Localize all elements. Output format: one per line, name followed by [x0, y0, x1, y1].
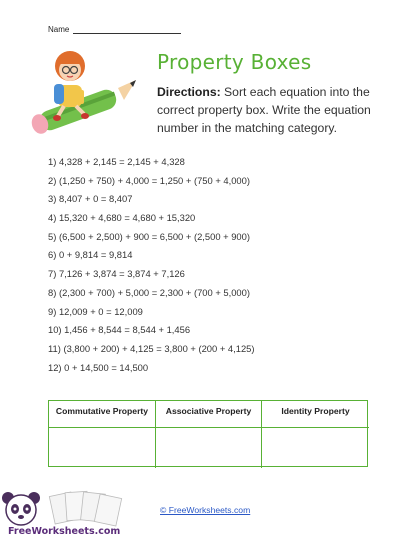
problem-item: 9) 12,009 + 0 = 12,009 [48, 305, 143, 317]
footer-link[interactable]: © FreeWorksheets.com [160, 505, 251, 515]
property-table [48, 400, 368, 467]
directions [157, 83, 372, 137]
problem-item: 2) (1,250 + 750) + 4,000 = 1,250 + (750 + 4,000) [48, 174, 250, 186]
problem-item: 5) (6,500 + 2,500) + 900 = 6,500 + (2,500 + 900) [48, 230, 250, 242]
problem-item: 3) 8,407 + 0 = 8,407 [48, 193, 133, 205]
name-label: Name [48, 25, 70, 34]
problem-item: 8) (2,300 + 700) + 5,000 = 2,300 + (700 + 5,000) [48, 286, 250, 298]
problem-item: 1) 4,328 + 2,145 = 2,145 + 4,328 [48, 156, 185, 167]
problem-item: 6) 0 + 9,814 = 9,814 [48, 249, 133, 261]
problem-item: 10) 1,456 + 8,544 = 8,544 + 1,456 [48, 324, 191, 336]
header-identity: Identity Property [262, 401, 369, 428]
problem-item: 11) (3,800 + 200) + 4,125 = 3,800 + (200 + 4,125) [48, 342, 255, 354]
logo-text: FreeWorksheets.com [8, 526, 121, 537]
header-commutative: Commutative Property [49, 401, 156, 428]
problem-item: 4) 15,320 + 4,680 = 4,680 + 15,320 [48, 212, 196, 224]
directions-text: Sort each equation into the correct property box. Write the equation number in the matching category. [157, 85, 371, 135]
answer-cell-associative[interactable] [156, 428, 262, 468]
answer-cell-commutative[interactable] [49, 428, 156, 468]
freeworksheets-logo [0, 488, 140, 539]
girl-on-pencil-illustration [28, 30, 148, 138]
problem-item: 12) 0 + 14,500 = 14,500 [48, 361, 149, 373]
pencil-icon [29, 80, 136, 136]
page-title: Property Boxes [157, 50, 312, 74]
problem-list [48, 153, 255, 377]
problem-item: 7) 7,126 + 3,874 = 3,874 + 7,126 [48, 268, 185, 280]
panda-icon [2, 492, 40, 525]
header-associative: Associative Property [156, 401, 262, 428]
worksheet-stack-icon [49, 491, 121, 526]
answer-cell-identity[interactable] [262, 428, 369, 468]
directions-lead: Directions: [157, 85, 221, 99]
